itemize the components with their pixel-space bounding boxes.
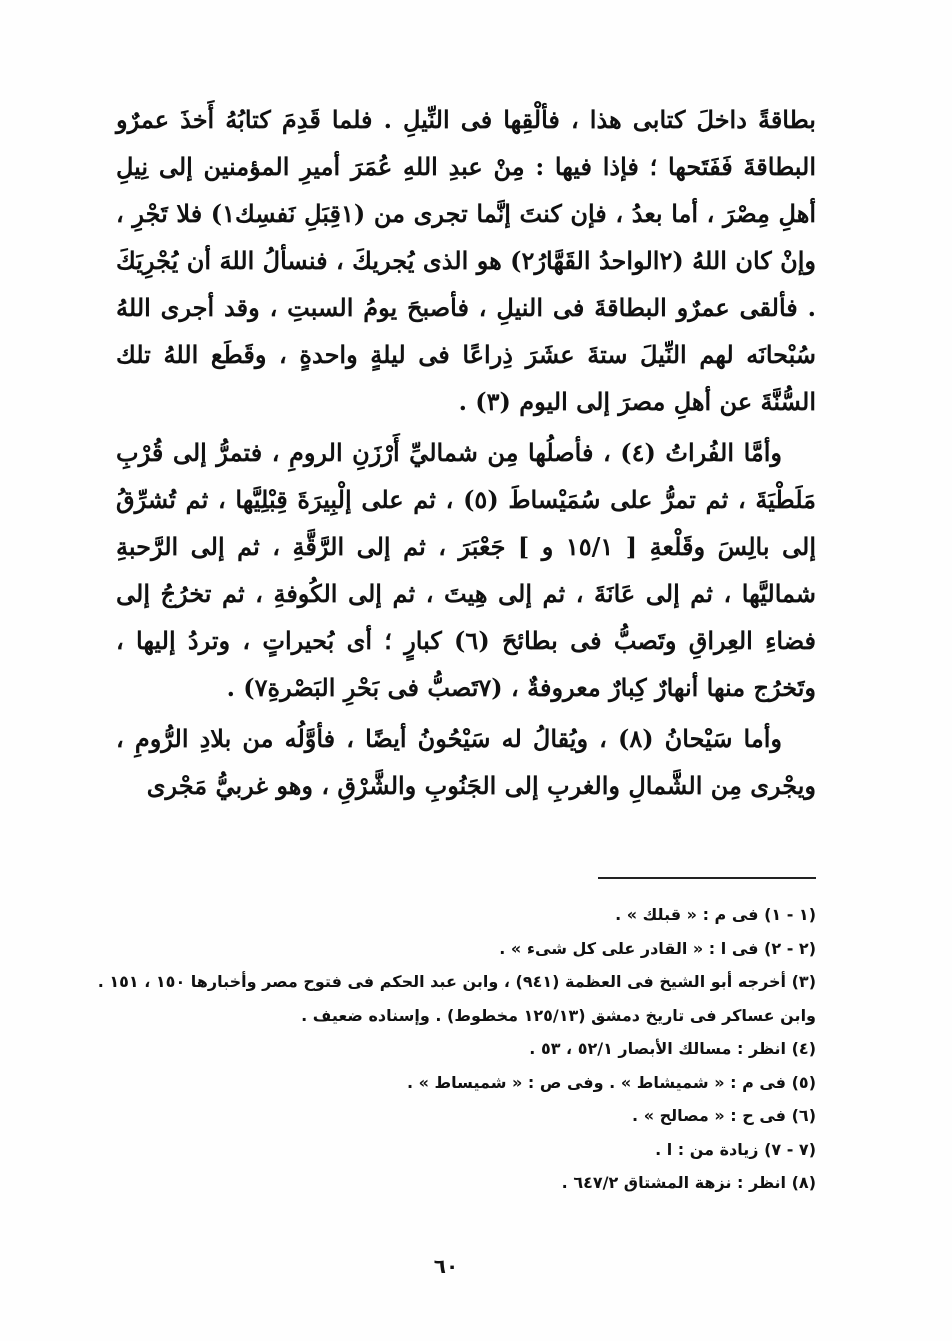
footnote-3: (٣) أخرجه أبو الشيخ فى العظمة (٩٤١) ، وابن عبد الحكم فى فتوح مصر وأخبارها ١٥٠ ، ١٥١ . (97, 972, 816, 991)
footnote-7: (٧ - ٧) زيادة من : ا . (655, 1139, 816, 1159)
page-number: ٦٠ (433, 1254, 459, 1278)
paragraph-1: بطاقةً داخلَ كتابى هذا ، فألْقِها فى النِّيلِ . فلما قَدِمَ كتابُهُ أَخذَ عمرٌو البطاقةَ فَفَتَحها ؛ فإذا فيها : مِنْ عبدِ اللهِ عُمَرَ أميرِ المؤمنين إلى نِيلِ أهلِ مِصْرَ ، أما بعدُ ، فإن كنتَ إنَّما تجرى من (١قِبَلِ نَفسِك١) فلا تَجْرِ ، وإنْ كان اللهُ (٢الواحدُ القَهَّارُ٢) هو الذى يُجريكَ ، فنسألُ اللهَ أن يُجْرِيَكَ . فألقى عمرٌو البطاقةَ فى النيلِ ، فأصبحَ يومُ السبتِ ، وقد أجرى اللهُ سُبْحانَه لهم النِّيلَ ستةَ عشَرَ ذِراعًا فى ليلةٍ واحدةٍ ، وقَطَع اللهُ تلك السُّنَّةَ عن أهلِ مصرَ إلى اليوم (٣) . (116, 105, 817, 416)
main-text (116, 96, 816, 813)
footnotes-list (97, 898, 816, 1200)
footnote-1: (١ - ١) فى م : « قبلك » . (615, 905, 816, 924)
paragraph-3: وأما سَيْحانُ (٨) ، ويُقالُ له سَيْحُونُ أيضًا ، فأوَّلُه من بلادِ الرُّومِ ، ويجْرى مِن الشَّمالِ والغربِ إلى الجَنُوبِ والشَّرْقِ ، وهو غربيُّ مَجْرى (116, 724, 816, 800)
footnote-separator (598, 877, 816, 879)
footnote-3-continued: وابن عساكر فى تاريخ دمشق (١٢٥/١٣ مخطوط) . وإسناده ضعيف . (301, 1005, 816, 1025)
paragraph-2: وأمَّا الفُراتُ (٤) ، فأصلُها مِن شماليِّ أَرْزَنِ الرومِ ، فتمرُّ إلى قُرْبِ مَلَطْيَةَ ، ثم تمرُّ على سُمَيْساطَ (٥) ، ثم على إلْبِيرَةَ قِبْلِيَّها ، ثم تُشرِّقُ إلى بالِسَ وقَلْعةِ [ ١٥/١ و ] جَعْبَرَ ، ثم إلى الرَّقَّةِ ، ثم إلى الرَّحبةِ شماليَّها ، ثم إلى عَانَةَ ، ثم إلى هِيتَ ، ثم إلى الكُوفةِ ، ثم تخرُجُ إلى فضاءِ العِراقِ وتَصبُّ فى بطائحَ (٦) كبارٍ ؛ أى بُحيراتٍ ، وتردُ إليها ، وتَخرُج منها أنهارٌ كِبارٌ معروفةٌ ، (٧تَصبُّ فى بَحْرِ البَصْرةِ٧) . (116, 438, 816, 702)
footnote-5: (٥) فى م : « شميشاط » . وفى ص : « شميساط » . (407, 1072, 816, 1092)
footnote-6: (٦) فى ح : « مصالح » . (632, 1106, 816, 1125)
footnote-4: (٤) انظر : مسالك الأبصار ٥٢/١ ، ٥٣ . (529, 1039, 816, 1058)
footnote-8: (٨) انظر : نزهة المشتاق ٦٤٧/٢ . (561, 1173, 816, 1192)
footnote-2: (٢ - ٢) فى ا : « القادر على كل شىء » . (499, 938, 816, 958)
